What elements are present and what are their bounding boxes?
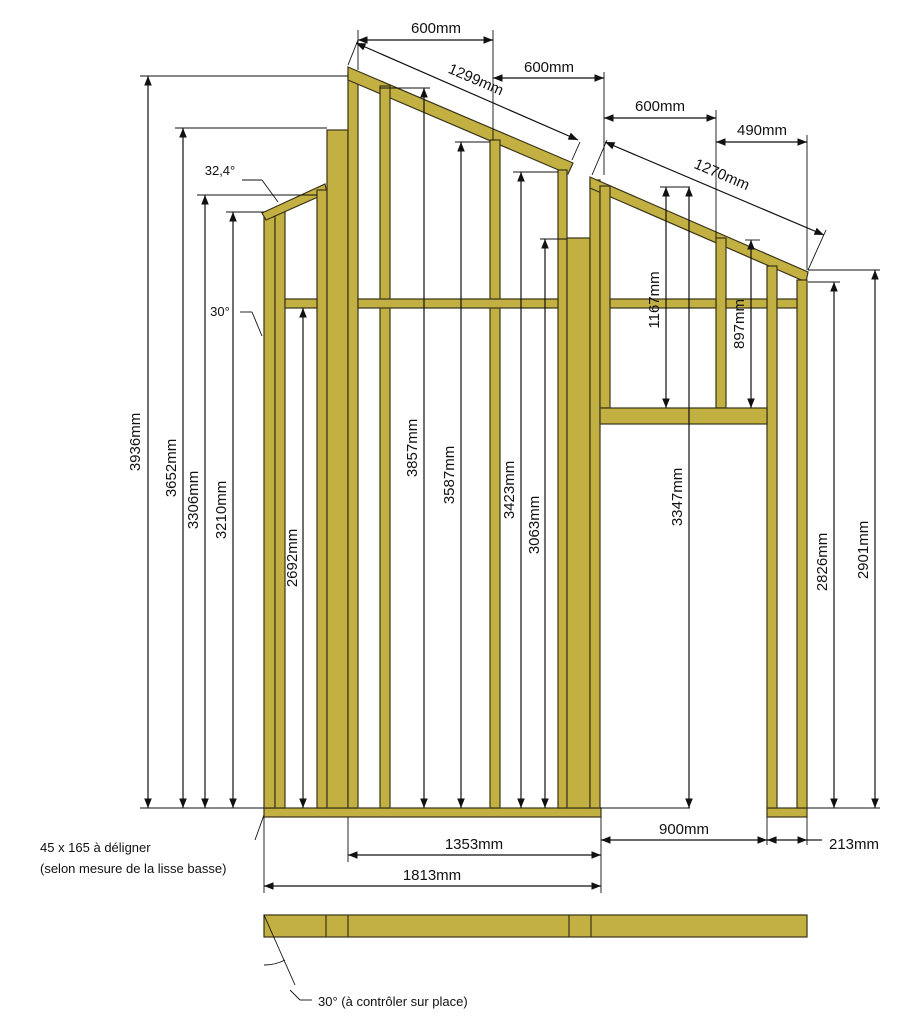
left-end-post xyxy=(264,211,275,808)
stud-380 xyxy=(380,86,390,808)
stud-490 xyxy=(490,140,500,808)
dim-3210: 3210mm xyxy=(213,480,230,540)
stud-600 xyxy=(600,186,610,408)
dim-490: 490mm xyxy=(736,122,788,139)
left-stud xyxy=(275,211,285,808)
dim-3063: 3063mm xyxy=(526,495,543,555)
dim-3423: 3423mm xyxy=(501,460,518,520)
dim-1353: 1353mm xyxy=(444,836,504,853)
stud-558 xyxy=(558,170,567,808)
stud-716 xyxy=(716,238,726,408)
bottom-plate-left xyxy=(264,808,601,817)
stud-590 xyxy=(590,180,600,808)
mid-rail-left xyxy=(285,299,317,308)
dim-1270: 1270mm xyxy=(691,155,752,195)
dim-1299: 1299mm xyxy=(445,60,506,100)
dimension-labels xyxy=(40,20,879,1009)
dim-1167: 1167mm xyxy=(646,271,663,329)
door-post xyxy=(767,266,777,808)
door-header xyxy=(600,408,767,424)
dim-600-top: 600mm xyxy=(410,20,462,37)
stud-317 xyxy=(317,190,327,808)
center-post-right xyxy=(567,238,590,808)
mid-rail-right-1 xyxy=(610,299,716,308)
angle-roof: 32,4° xyxy=(204,163,236,178)
dim-3306: 3306mm xyxy=(185,470,202,530)
angle-base: 30° (à contrôler sur place) xyxy=(318,994,468,1009)
dim-600-mid: 600mm xyxy=(523,59,575,76)
center-post-left xyxy=(327,130,348,808)
right-end-post xyxy=(797,280,807,808)
dim-900: 900mm xyxy=(658,821,710,838)
angle-side: 30° xyxy=(210,304,230,319)
dim-897: 897mm xyxy=(731,298,748,350)
stud-348 xyxy=(348,72,358,808)
dim-3347: 3347mm xyxy=(669,467,686,527)
dim-3587: 3587mm xyxy=(441,445,458,505)
dim-3652: 3652mm xyxy=(163,438,180,498)
dim-213: 213mm xyxy=(828,836,880,853)
dim-2692: 2692mm xyxy=(284,528,301,588)
mid-rail-center xyxy=(358,299,558,308)
mid-rail-right-3 xyxy=(777,299,797,308)
bottom-plate-right xyxy=(767,808,807,817)
dim-2901: 2901mm xyxy=(855,520,872,580)
dim-600-right: 600mm xyxy=(634,98,686,115)
dim-3936: 3936mm xyxy=(127,412,144,472)
note-line-1: 45 x 165 à déligner xyxy=(40,840,151,855)
dim-3857: 3857mm xyxy=(404,418,421,478)
plate-piece xyxy=(264,915,807,937)
note-line-2: (selon mesure de la lisse basse) xyxy=(40,861,227,876)
dim-1813: 1813mm xyxy=(402,867,462,884)
dim-2826: 2826mm xyxy=(814,532,831,592)
